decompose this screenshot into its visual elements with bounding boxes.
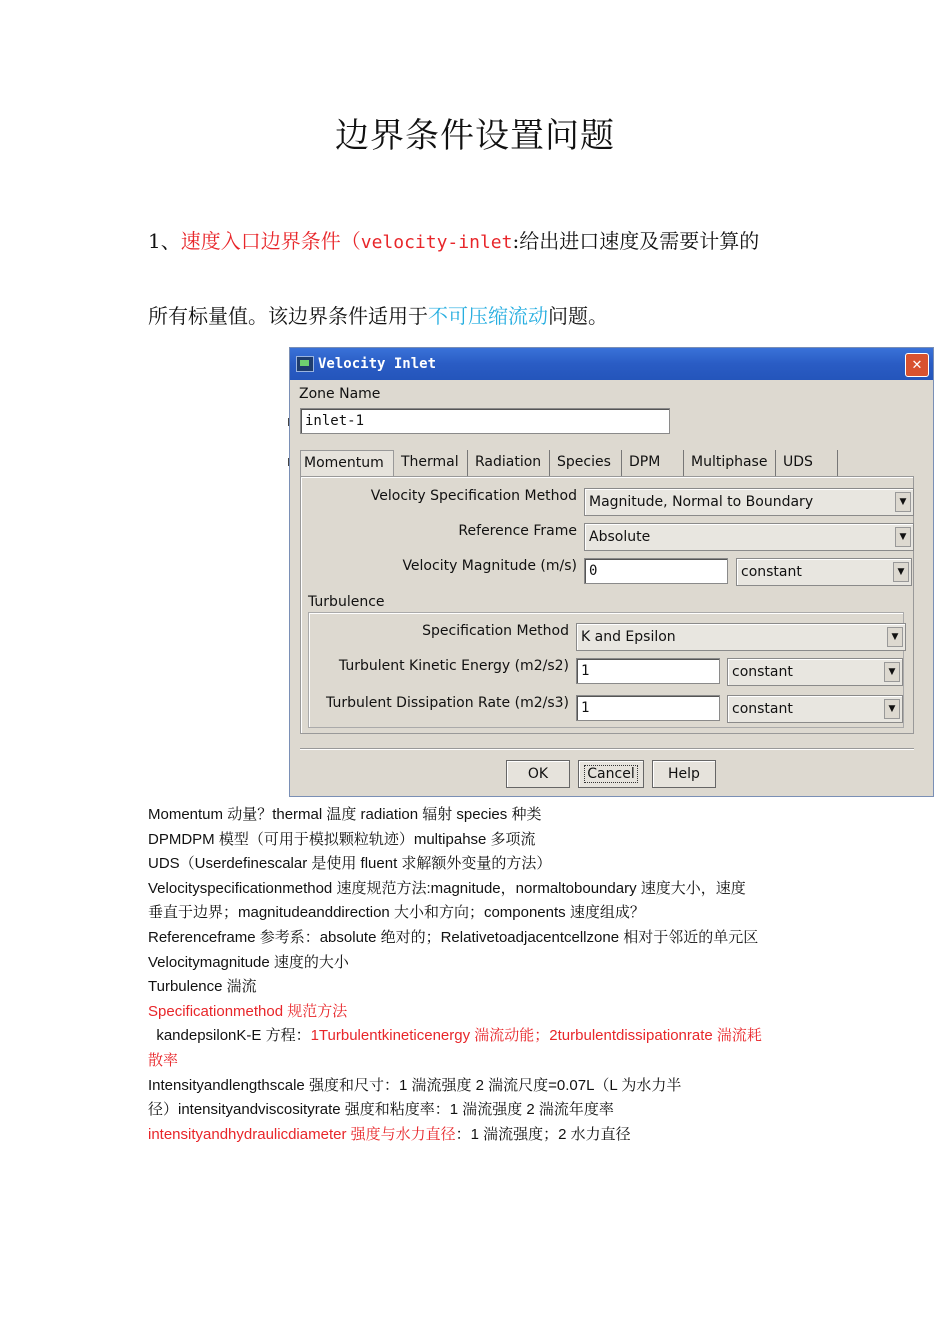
- zone-name-input[interactable]: inlet-1: [300, 408, 670, 434]
- tdr-label: Turbulent Dissipation Rate (m2/s3): [326, 695, 569, 711]
- reference-frame-value: Absolute: [589, 529, 651, 545]
- note-line: UDS（Userdefinescalar 是使用 fluent 求解额外变量的方法）: [148, 855, 552, 873]
- note-line: 垂直于边界；magnitudeanddirection 大小和方向；components 速度组成？: [148, 904, 645, 922]
- velocity-inlet-code: velocity-inlet: [360, 232, 513, 253]
- chevron-down-icon[interactable]: ▼: [887, 627, 903, 647]
- dialog-titlebar[interactable]: [290, 348, 933, 380]
- dialog-title: Velocity Inlet: [318, 356, 437, 372]
- page-title: 边界条件设置问题: [335, 116, 615, 156]
- tke-profile-value: constant: [732, 664, 793, 680]
- chevron-down-icon[interactable]: ▼: [884, 699, 900, 719]
- note-line: [148, 1024, 808, 1049]
- help-label: Help: [668, 766, 700, 782]
- line2-text-b: 问题。: [548, 304, 608, 328]
- chevron-down-icon[interactable]: ▼: [895, 527, 911, 547]
- section-1-heading: [148, 228, 798, 256]
- tke-profile-select[interactable]: [727, 658, 903, 686]
- button-separator: [300, 748, 914, 750]
- tab-dpm[interactable]: DPM: [626, 450, 684, 476]
- note-line: Velocitymagnitude 速度的大小: [148, 953, 349, 971]
- note-line: [148, 1123, 808, 1148]
- spec-method-label: Specification Method: [422, 623, 569, 639]
- section-1-line2: [148, 300, 798, 329]
- tab-species[interactable]: Species: [554, 450, 622, 476]
- reference-frame-label: Reference Frame: [458, 523, 577, 539]
- note-line-highlight: Specificationmethod 规范方法: [148, 1002, 348, 1020]
- close-button[interactable]: [905, 353, 929, 377]
- velocity-inlet-dialog: [289, 347, 934, 797]
- note-line: Turbulence 湍流: [148, 978, 257, 996]
- notes-block: [148, 803, 808, 1147]
- tab-radiation[interactable]: Radiation: [472, 450, 550, 476]
- velocity-spec-label: Velocity Specification Method: [370, 488, 577, 504]
- note-line: Referenceframe 参考系：absolute 绝对的；Relativetoadjacentcellzone 相对于邻近的单元区: [148, 928, 759, 946]
- zone-name-label: Zone Name: [299, 386, 381, 402]
- chevron-down-icon[interactable]: ▼: [893, 562, 909, 582]
- spec-method-value: K and Epsilon: [581, 629, 676, 645]
- turbulence-label: Turbulence: [308, 594, 385, 610]
- spec-method-select[interactable]: [576, 623, 906, 651]
- tab-multiphase[interactable]: Multiphase: [688, 450, 776, 476]
- note-line: 径）intensityandviscosityrate 强度和粘度率：1 湍流强度 2 湍流年度率: [148, 1101, 614, 1119]
- tdr-profile-select[interactable]: [727, 695, 903, 723]
- note-line: Momentum 动量？thermal 温度 radiation 辐射 species 种类: [148, 806, 542, 823]
- velocity-inlet-term: 速度入口边界条件（: [180, 229, 361, 253]
- app-icon: [296, 356, 314, 372]
- note-text: kandepsilonK-E 方程：: [148, 1027, 311, 1045]
- tab-thermal[interactable]: Thermal: [398, 450, 468, 476]
- note-line: Intensityandlengthscale 强度和尺寸：1 湍流强度 2 湍流尺度=0.07L（L 为水力半: [148, 1076, 682, 1094]
- close-icon: ✕: [912, 354, 922, 373]
- velocity-magnitude-input[interactable]: 0: [584, 558, 728, 584]
- chevron-down-icon[interactable]: ▼: [895, 492, 911, 512]
- note-text-highlight: intensityandhydraulicdiameter 强度与水力直径: [148, 1125, 456, 1143]
- line2-text-a: 所有标量值。该边界条件适用于: [148, 304, 428, 328]
- tdr-profile-value: constant: [732, 701, 793, 717]
- note-line: Velocityspecificationmethod 速度规范方法:magnitude，normaltoboundary 速度大小，速度: [148, 879, 746, 897]
- tab-momentum[interactable]: Momentum: [300, 450, 394, 476]
- ok-button[interactable]: [506, 760, 570, 788]
- chevron-down-icon[interactable]: ▼: [884, 662, 900, 682]
- cancel-label: Cancel: [584, 765, 637, 783]
- section-1-rest: :给出进口速度及需要计算的: [512, 229, 760, 253]
- incompressible-flow-term: 不可压缩流动: [428, 304, 548, 328]
- section-number: 1、: [148, 229, 181, 253]
- velocity-spec-value: Magnitude, Normal to Boundary: [589, 494, 814, 510]
- ok-label: OK: [527, 766, 549, 782]
- velocity-magnitude-profile-value: constant: [741, 564, 802, 580]
- tab-uds[interactable]: UDS: [780, 450, 838, 476]
- note-line-highlight: 散率: [148, 1051, 179, 1069]
- note-text-highlight: 1Turbulentkineticenergy 湍流动能；2turbulentdissipationrate 湍流耗: [310, 1027, 762, 1045]
- tke-input[interactable]: 1: [576, 658, 720, 684]
- help-button[interactable]: [652, 760, 716, 788]
- velocity-magnitude-label: Velocity Magnitude (m/s): [402, 558, 577, 574]
- tke-label: Turbulent Kinetic Energy (m2/s2): [338, 658, 569, 674]
- cancel-button[interactable]: [578, 760, 644, 788]
- tdr-input[interactable]: 1: [576, 695, 720, 721]
- note-text: ：1 湍流强度；2 水力直径: [455, 1125, 631, 1143]
- note-line: DPMDPM 模型（可用于模拟颗粒轨迹）multipahse 多项流: [148, 830, 536, 848]
